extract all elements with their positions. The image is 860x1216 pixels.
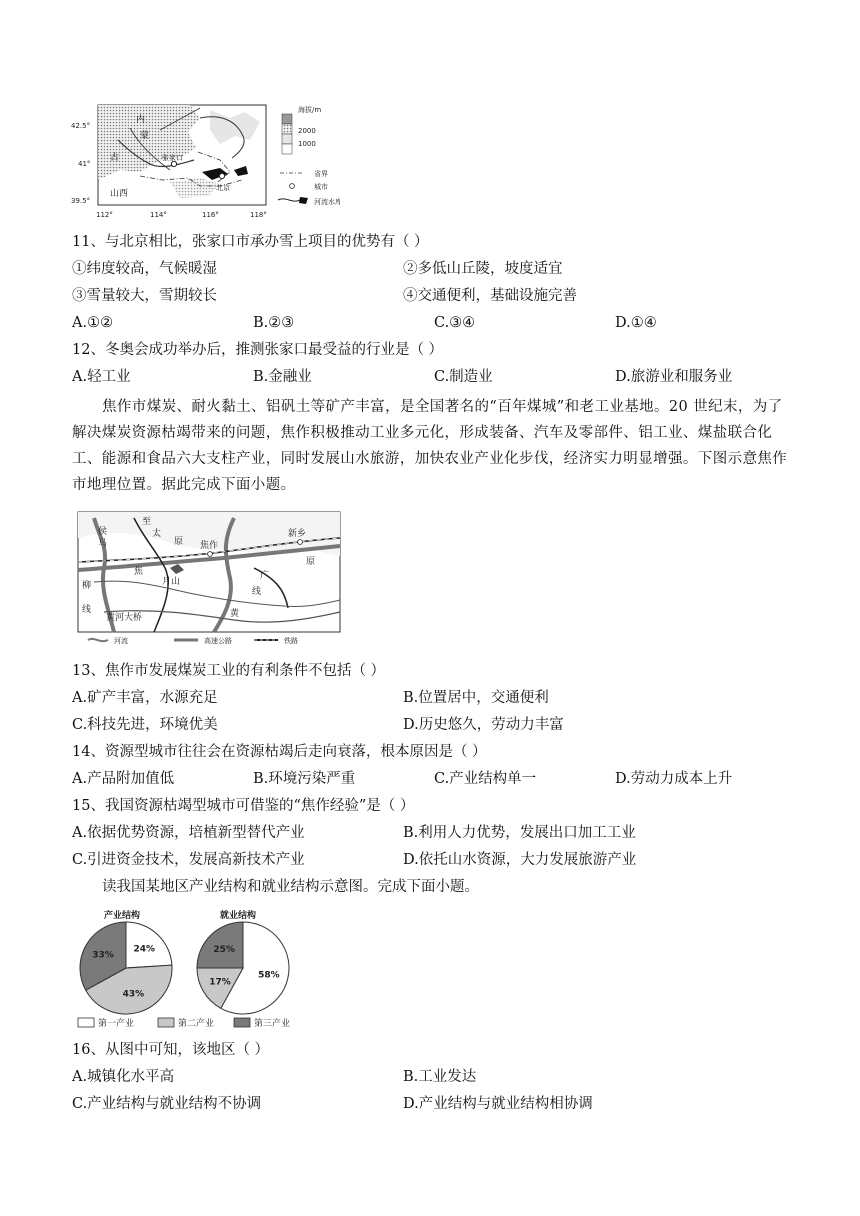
label-guang: 广 [260,571,270,581]
q12-option-b[interactable]: B.金融业 [253,369,312,385]
q11-statement-4: ④交通便利，基础设施完善 [403,288,577,304]
lon-tick-112: 112° [96,211,113,219]
legend-secondary: 第二产业 [178,1019,215,1029]
lat-tick-41: 41° [78,160,91,168]
q12-stem: 12、冬奥会成功举办后，推测张家口最受益的行业是（ ） [72,342,444,358]
q15-option-c[interactable]: C.引进资金技术，发展高新技术产业 [72,852,305,868]
q11-option-b[interactable]: B.②③ [253,315,295,331]
q16-option-c[interactable]: C.产业结构与就业结构不协调 [72,1096,262,1112]
q14-stem: 14、资源型城市往往会在资源枯竭后走向衰落，根本原因是（ ） [72,744,487,760]
q15-stem: 15、我国资源枯竭型城市可借鉴的“焦作经验”是（ ） [72,798,415,814]
label-houma-b: 马 [98,539,108,549]
q13-stem: 13、焦作市发展煤炭工业的有利条件不包括（ ） [72,663,386,679]
q11-stem: 11、与北京相比，张家口市承办雪上项目的优势有（ ） [72,234,429,250]
label-to-taiyuan-a: 至 [142,517,152,527]
q12-option-d[interactable]: D.旅游业和服务业 [615,369,733,385]
pie-label-第三产业: 25% [213,945,235,956]
label-xinxiang: 新乡 [288,529,307,539]
q11-option-d[interactable]: D.①④ [615,315,657,331]
label-beijing: 北京 [216,184,230,192]
label-xian-2: 线 [252,587,262,597]
q16-option-a[interactable]: A.城镇化水平高 [72,1069,175,1085]
q12-option-a[interactable]: A.轻工业 [72,369,131,385]
legend-boundary: 省界 [314,170,328,178]
legend-elevation-1000: 1000 [298,140,316,148]
label-xian-1: 线 [82,605,92,615]
pie-label-第二产业: 17% [209,977,231,988]
zhangjiakou-map-figure [70,100,340,225]
pie-label-第一产业: 58% [258,970,280,981]
jiaozuo-map-figure [74,508,344,648]
label-houma-a: 侯 [98,527,108,537]
label-yuan-1: 原 [174,537,184,547]
legend-elevation-title: 海拔/m [298,106,322,114]
q11-statement-1: ①纬度较高，气候暖湿 [72,261,217,277]
q16-stem: 16、从图中可知，该地区（ ） [72,1042,270,1058]
structure-pie-charts [74,904,314,1036]
q11-option-a[interactable]: A.①② [72,315,114,331]
label-yuan-2: 原 [306,557,316,567]
label-shanxi: 山西 [110,189,129,199]
label-zhangjiakou: 张家口 [162,154,183,162]
label-jiaozuo: 焦作 [200,541,219,551]
label-yuanshan: 月山 [162,577,181,587]
q16-option-b[interactable]: B.工业发达 [403,1069,477,1085]
pie-label-第一产业: 24% [133,944,156,955]
q13-option-c[interactable]: C.科技先进，环境优美 [72,717,218,733]
pie-employment-structure [197,922,289,1014]
legend-river-2: 河流 [114,637,128,645]
legend-city: 城市 [314,183,328,191]
q15-option-b[interactable]: B.利用人力优势，发展出口加工工业 [403,825,636,841]
legend-river: 河流水库 [314,198,340,206]
q11-statement-3: ③雪量较大，雪期较长 [72,288,217,304]
label-jiao: 焦 [134,567,144,577]
legend-primary: 第一产业 [98,1019,135,1029]
legend-tertiary: 第三产业 [254,1019,291,1029]
legend-elevation-2000: 2000 [298,127,316,135]
label-huang: 黄 [230,609,240,619]
label-liu: 柳 [82,581,92,591]
q13-option-a[interactable]: A.矿产丰富，水源充足 [72,690,218,706]
lat-tick-42-5: 42.5° [71,122,91,130]
label-to-taiyuan-b: 太 [152,529,162,539]
pie-title-employment: 就业结构 [220,911,257,921]
q12-option-c[interactable]: C.制造业 [434,369,493,385]
pie-label-第二产业: 43% [122,989,145,1000]
lon-tick-116: 116° [202,211,219,219]
q13-option-d[interactable]: D.历史悠久，劳动力丰富 [403,717,564,733]
passage-jiaozuo: 焦作市煤炭、耐火黏土、铝矾土等矿产丰富，是全国著名的“百年煤城”和老工业基地。20 世纪末，为了解决煤炭资源枯竭带来的问题，焦作积极推动工业多元化，形成装备、汽车及零部件、铝工业、煤盐联合化工、能源和食品六大支柱产业，同时发展山水旅游，加快农业产业化步伐，经济实力明显增强。下图示意焦作市地理位置。据此完成下面小题。 [72,399,788,493]
q13-option-b[interactable]: B.位置居中，交通便利 [403,690,549,706]
q11-statement-2: ②多低山丘陵，坡度适宜 [403,261,563,277]
q14-option-b[interactable]: B.环境污染严重 [253,771,356,787]
label-inner-mongolia-c: 古 [110,153,120,163]
q16-option-d[interactable]: D.产业结构与就业结构相协调 [403,1096,593,1112]
label-inner-mongolia-a: 内 [136,115,146,125]
q15-option-a[interactable]: A.依据优势资源，培植新型替代产业 [72,825,305,841]
q11-option-c[interactable]: C.③④ [434,315,476,331]
q14-option-d[interactable]: D.劳动力成本上升 [615,771,733,787]
q14-option-c[interactable]: C.产业结构单一 [434,771,537,787]
q15-option-d[interactable]: D.依托山水资源，大力发展旅游产业 [403,852,637,868]
q14-option-a[interactable]: A.产品附加值低 [72,771,175,787]
label-inner-mongolia-b: 蒙 [140,131,150,141]
pie-title-industry: 产业结构 [104,911,141,921]
pie-industry-structure [80,922,172,1014]
legend-highway: 高速公路 [204,637,232,645]
lat-tick-39-5: 39.5° [71,197,91,205]
legend-railway: 铁路 [284,637,298,645]
passage-structure-intro: 读我国某地区产业结构和就业结构示意图。完成下面小题。 [102,879,479,895]
label-yellow-river-bridge: 黄河大桥 [106,613,143,623]
pie-label-第三产业: 33% [92,950,114,961]
lon-tick-118: 118° [250,211,267,219]
lon-tick-114: 114° [150,211,167,219]
